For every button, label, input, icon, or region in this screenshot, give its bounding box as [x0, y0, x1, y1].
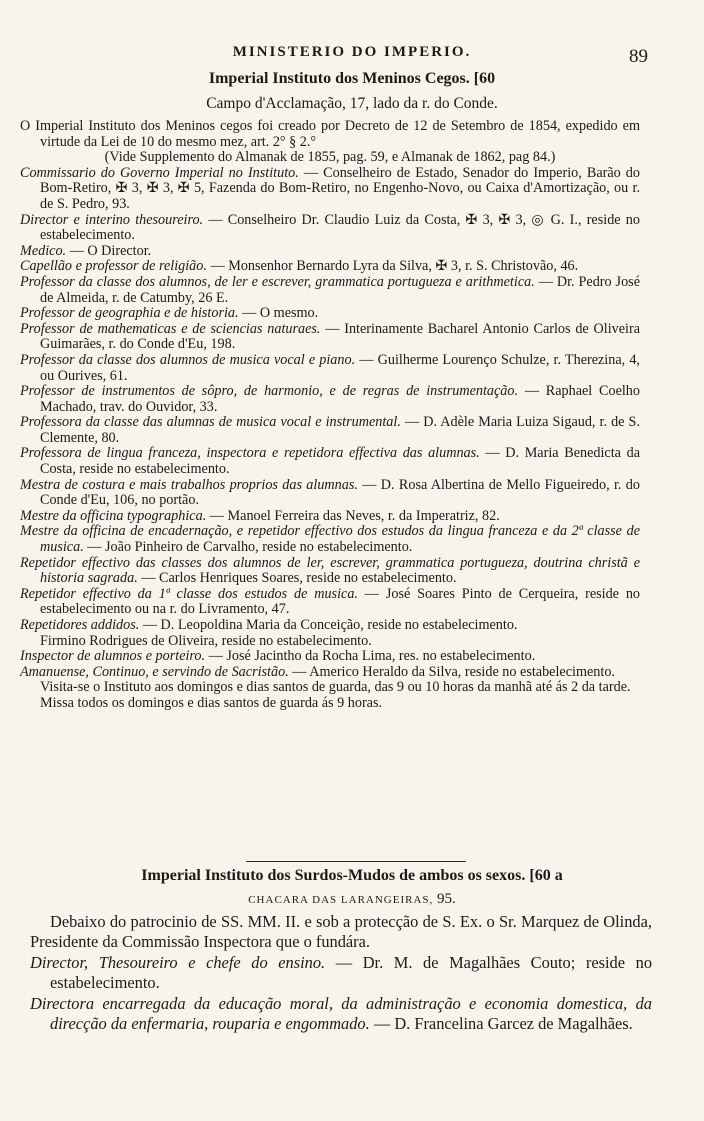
- section2-address-number: 95.: [437, 891, 456, 907]
- staff-role: Repetidor effectivo das classes dos alumnos de ler, escrever, grammatica portugueza, doutrina christã e historia sagrada.: [20, 554, 640, 587]
- staff-entry: [30, 953, 652, 994]
- staff-entry: [20, 322, 640, 353]
- staff-entry: [30, 994, 652, 1035]
- staff-entry: [20, 415, 640, 446]
- page-number: 89: [629, 46, 648, 67]
- running-head: MINISTERIO DO IMPERIO.: [232, 44, 472, 60]
- staff-detail: — Americo Heraldo da Silva, reside no estabelecimento.: [288, 663, 615, 680]
- staff-detail: — José Soares Pinto de Cerqueira, reside no estabelecimento ou na r. do Livramento, 47.: [40, 585, 641, 618]
- staff-entry: [20, 275, 640, 306]
- staff-entry: [20, 384, 640, 415]
- section1-body: [20, 119, 640, 712]
- staff-entry: [20, 213, 640, 244]
- staff-entry: [20, 587, 640, 618]
- staff-entry: [20, 478, 640, 509]
- staff-entry: [20, 509, 640, 525]
- staff-role: Professor de mathematicas e de sciencias naturaes.: [20, 320, 321, 337]
- section2-address-place: CHACARA DAS LARANGEIRAS,: [248, 894, 434, 906]
- staff-role: Director, Thesoureiro e chefe do ensino.: [30, 952, 326, 972]
- staff-entry: [20, 259, 640, 275]
- section1-intro: O Imperial Instituto dos Meninos cegos foi creado por Decreto de 12 de Setembro de 1854, expedido em virtude da Lei de 10 do mesmo mez, art. 2° § 2.°: [20, 118, 640, 150]
- visiting-hours: Visita-se o Instituto aos domingos e dias santos de guarda, das 9 ou 10 horas da manhã até ás 2 da tarde.: [40, 679, 631, 696]
- staff-role: Professor da classe dos alumnos de musica vocal e piano.: [20, 351, 356, 368]
- staff-role: Mestre da officina de encadernação, e repetidor effectivo dos estudos da lingua franceza e da 2ª classe de musica.: [20, 523, 640, 556]
- staff-detail: — D. Leopoldina Maria da Conceição, reside no estabelecimento.: [139, 617, 518, 633]
- staff-role: Professor de geographia e de historia.: [20, 305, 239, 322]
- staff-role: Mestra de costura e mais trabalhos proprios das alumnas.: [20, 476, 358, 493]
- staff-role: Repetidor effectivo da 1ª classe dos estudos de musica.: [20, 585, 358, 602]
- staff-entry: [20, 306, 640, 322]
- staff-detail: — Conselheiro de Estado, Senador do Imperio, Barão do Bom-Retiro, ✠ 3, ✠ 3, ✠ 5, Fazenda do Bom-Retiro, no Engenho-Novo, ou Caixa d'Amortização, ou r. de S. Pedro, 93.: [40, 164, 640, 212]
- section1-note: (Vide Supplemento do Almanak de 1855, pag. 59, e Almanak de 1862, pag 84.): [104, 149, 556, 166]
- staff-role: Professora da classe das alumnas de musica vocal e instrumental.: [20, 414, 401, 431]
- staff-list: [20, 166, 640, 681]
- staff-role: Professor de instrumentos de sôpro, de harmonio, e de regras de instrumentação.: [20, 383, 519, 400]
- section1-address: Campo d'Acclamação, 17, lado da r. do Conde.: [206, 95, 498, 112]
- staff-entry: [20, 649, 640, 665]
- staff-entry: [20, 618, 640, 634]
- section2-address: [0, 891, 704, 908]
- staff-detail: — João Pinheiro de Carvalho, reside no estabelecimento.: [83, 539, 413, 556]
- staff-entry: [20, 353, 640, 384]
- staff-role: Medico.: [20, 242, 67, 259]
- staff-role: Professora de lingua franceza, inspectora e repetidora effectiva das alumnas.: [20, 445, 480, 462]
- staff-role: Director e interino thesoureiro.: [20, 211, 204, 228]
- staff-role: Inspector de alumnos e porteiro.: [20, 648, 206, 665]
- staff-detail: — Manoel Ferreira das Neves, r. da Imperatriz, 82.: [206, 507, 500, 524]
- staff-role: Capellão e professor de religião.: [20, 258, 207, 275]
- staff-extra-line: Firmino Rodrigues de Oliveira, reside no estabelecimento.: [40, 632, 372, 649]
- section2-patronage: Debaixo do patrocinio de SS. MM. II. e sob a protecção de S. Ex. o Sr. Marquez de Olinda, Presidente da Commissão Inspectora que o fundára.: [30, 912, 652, 952]
- staff-role: Commissario do Governo Imperial no Instituto.: [20, 164, 299, 181]
- staff-role: Professor da classe dos alumnos, de ler e escrever, grammatica portugueza e arithmetica.: [20, 273, 535, 290]
- staff-role: Amanuense, Continuo, e servindo de Sacristão.: [20, 663, 289, 680]
- staff-entry: [20, 244, 640, 260]
- staff-detail: — D. Francelina Garcez de Magalhães.: [369, 1014, 633, 1034]
- staff-detail: — Dr. M. de Magalhães Couto; reside no estabelecimento.: [50, 952, 653, 993]
- staff-detail: — Raphael Coelho Machado, trav. do Ouvidor, 33.: [40, 383, 640, 415]
- staff-entry: [20, 665, 640, 681]
- section2-body: [30, 912, 652, 1034]
- staff-detail: — D. Adèle Maria Luiza Sigaud, r. de S. Clemente, 80.: [40, 414, 640, 446]
- staff-role: Mestre da officina typographica.: [20, 507, 207, 524]
- staff-detail: — Guilherme Lourenço Schulze, r. Therezina, 4, ou Ourives, 61.: [40, 351, 640, 384]
- staff-entry: [20, 166, 640, 213]
- staff-entry: [20, 524, 640, 555]
- staff-detail: — D. Maria Benedicta da Costa, reside no estabelecimento.: [40, 445, 641, 478]
- staff-detail: — O mesmo.: [238, 305, 319, 322]
- staff-role: Repetidores addidos.: [20, 617, 140, 633]
- staff-detail: — Dr. Pedro José de Almeida, r. de Catumby, 26 E.: [40, 273, 640, 306]
- staff-detail: — Carlos Henriques Soares, reside no estabelecimento.: [137, 570, 457, 587]
- staff-detail: — O Director.: [66, 242, 152, 259]
- staff-detail: — Interinamente Bacharel Antonio Carlos de Oliveira Guimarães, r. do Conde d'Eu, 198.: [40, 320, 640, 353]
- section1-title: Imperial Instituto dos Meninos Cegos. [60: [208, 70, 496, 87]
- staff-detail: — D. Rosa Albertina de Mello Figueiredo, r. do Conde d'Eu, 106, no portão.: [40, 476, 640, 509]
- section-divider: [246, 861, 466, 862]
- staff-entry: [20, 556, 640, 587]
- staff-detail: — Monsenhor Bernardo Lyra da Silva, ✠ 3, r. S. Christovão, 46.: [206, 258, 579, 275]
- mass-hours: Missa todos os domingos e dias santos de guarda ás 9 horas.: [40, 694, 383, 711]
- staff-detail: — Conselheiro Dr. Claudio Luiz da Costa, ✠ 3, ✠ 3, ◎ G. I., reside no estabelecimento.: [40, 211, 640, 244]
- staff-detail: — José Jacintho da Rocha Lima, res. no estabelecimento.: [205, 648, 536, 665]
- section2-title: Imperial Instituto dos Surdos-Mudos de ambos os sexos. [60 a: [141, 867, 563, 884]
- staff-entry: [20, 446, 640, 477]
- staff-role: Directora encarregada da educação moral, da administração e economia domestica, da direcção da enfermaria, rouparia e engommado.: [30, 993, 652, 1034]
